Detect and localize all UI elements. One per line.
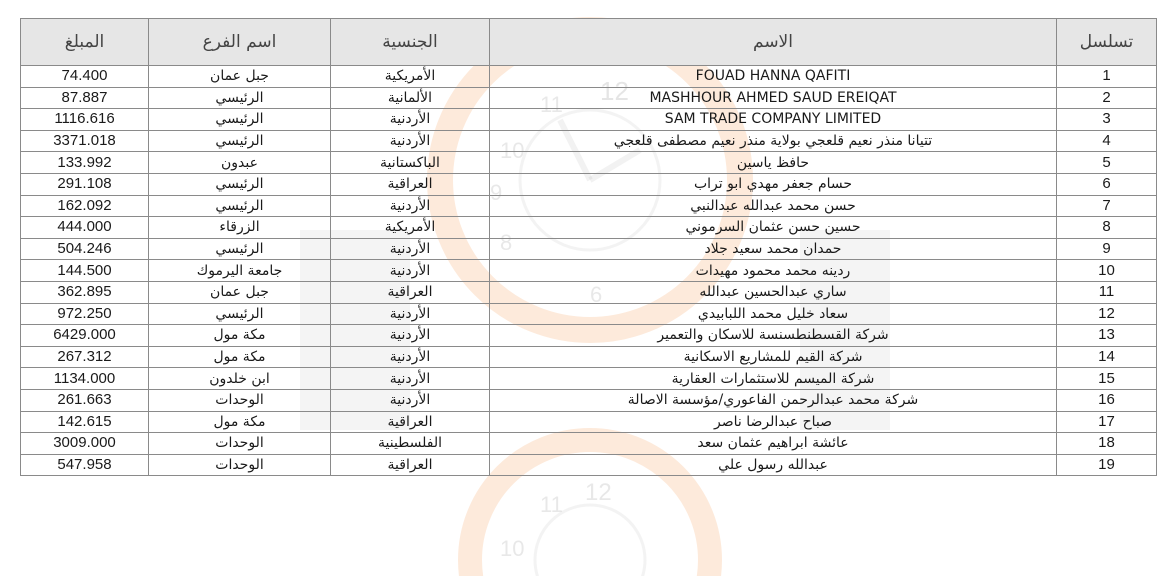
branch-cell: الرئيسي [149,173,331,195]
nationality-cell: الأردنية [331,346,490,368]
branch-cell: الوحدات [149,389,331,411]
amount-cell: 142.615 [21,411,149,433]
svg-text:11: 11 [540,92,563,117]
amount-cell: 972.250 [21,303,149,325]
name-cell: SAM TRADE COMPANY LIMITED [490,109,1057,131]
header-branch: اسم الفرع [149,19,331,66]
table-row [21,325,1157,347]
table-row [21,389,1157,411]
table-row [21,411,1157,433]
svg-text:12: 12 [600,76,629,106]
sequence-cell: 12 [1057,303,1157,325]
nationality-cell: العراقية [331,454,490,476]
svg-text:11: 11 [540,492,563,517]
amount-cell: 162.092 [21,195,149,217]
name-cell: شركة محمد عبدالرحمن الفاعوري/مؤسسة الاصالة [490,389,1057,411]
branch-cell: الزرقاء [149,217,331,239]
amount-cell: 87.887 [21,87,149,109]
name-cell: عائشة ابراهيم عثمان سعد [490,433,1057,455]
name-cell: شركة القسطنطسنسة للاسكان والتعمير [490,325,1057,347]
unclaimed-balances-table [20,18,1156,476]
nationality-cell: الألمانية [331,87,490,109]
amount-cell: 133.992 [21,152,149,174]
header-amount: المبلغ [21,19,149,66]
table-row [21,433,1157,455]
nationality-cell: الأمريكية [331,217,490,239]
nationality-cell: العراقية [331,281,490,303]
amount-cell: 504.246 [21,238,149,260]
table-header-row [21,19,1157,66]
header-sequence: تسلسل [1057,19,1157,66]
table-row [21,130,1157,152]
svg-text:10: 10 [500,536,525,561]
table-row [21,87,1157,109]
sequence-cell: 2 [1057,87,1157,109]
sequence-cell: 4 [1057,130,1157,152]
svg-text:12: 12 [585,479,612,506]
name-cell: حمدان محمد سعيد جلاد [490,238,1057,260]
nationality-cell: العراقية [331,411,490,433]
branch-cell: الوحدات [149,454,331,476]
table-row [21,195,1157,217]
sequence-cell: 16 [1057,389,1157,411]
name-cell: شركة القيم للمشاريع الاسكانية [490,346,1057,368]
nationality-cell: الأردنية [331,325,490,347]
branch-cell: ابن خلدون [149,368,331,390]
branch-cell: الرئيسي [149,238,331,260]
sequence-cell: 7 [1057,195,1157,217]
svg-text:6: 6 [590,282,603,307]
sequence-cell: 14 [1057,346,1157,368]
table-row [21,173,1157,195]
sequence-cell: 13 [1057,325,1157,347]
branch-cell: جامعة اليرموك [149,260,331,282]
name-cell: حسين حسن عثمان السرموني [490,217,1057,239]
amount-cell: 547.958 [21,454,149,476]
table-row [21,281,1157,303]
branch-cell: الرئيسي [149,303,331,325]
nationality-cell: الأردنية [331,260,490,282]
sequence-cell: 8 [1057,217,1157,239]
name-cell: عبدالله رسول علي [490,454,1057,476]
name-cell: حسام جعفر مهدي ابو تراب [490,173,1057,195]
header-name: الاسم [490,19,1057,66]
sequence-cell: 5 [1057,152,1157,174]
table-row [21,109,1157,131]
sequence-cell: 11 [1057,281,1157,303]
name-cell: شركة الميسم للاستثمارات العقارية [490,368,1057,390]
name-cell: FOUAD HANNA QAFITI [490,66,1057,88]
sequence-cell: 6 [1057,173,1157,195]
amount-cell: 74.400 [21,66,149,88]
branch-cell: مكة مول [149,346,331,368]
svg-text:9: 9 [490,180,503,205]
name-cell: حسن محمد عبدالله عبدالنبي [490,195,1057,217]
name-cell: سعاد خليل محمد اللبابيدي [490,303,1057,325]
name-cell: تتيانا منذر نعيم قلعجي بولاية منذر نعيم مصطفى قلعجي [490,130,1057,152]
nationality-cell: الأردنية [331,109,490,131]
amount-cell: 144.500 [21,260,149,282]
nationality-cell: الباكستانية [331,152,490,174]
table-row [21,303,1157,325]
branch-cell: جبل عمان [149,66,331,88]
branch-cell: جبل عمان [149,281,331,303]
sequence-cell: 15 [1057,368,1157,390]
branch-cell: مكة مول [149,325,331,347]
amount-cell: 6429.000 [21,325,149,347]
amount-cell: 362.895 [21,281,149,303]
branch-cell: الرئيسي [149,130,331,152]
table-row [21,66,1157,88]
branch-cell: مكة مول [149,411,331,433]
table-row [21,238,1157,260]
nationality-cell: الأردنية [331,130,490,152]
svg-text:8: 8 [500,230,513,255]
nationality-cell: الأردنية [331,303,490,325]
table-row [21,260,1157,282]
sequence-cell: 10 [1057,260,1157,282]
name-cell: MASHHOUR AHMED SAUD EREIQAT [490,87,1057,109]
amount-cell: 267.312 [21,346,149,368]
branch-cell: الرئيسي [149,87,331,109]
nationality-cell: الأردنية [331,368,490,390]
sequence-cell: 17 [1057,411,1157,433]
sequence-cell: 9 [1057,238,1157,260]
nationality-cell: الأردنية [331,389,490,411]
name-cell: ساري عبدالحسين عبدالله [490,281,1057,303]
name-cell: صباح عبدالرضا ناصر [490,411,1057,433]
nationality-cell: الفلسطينية [331,433,490,455]
sequence-cell: 18 [1057,433,1157,455]
amount-cell: 3009.000 [21,433,149,455]
table-row [21,368,1157,390]
amount-cell: 444.000 [21,217,149,239]
table-row [21,454,1157,476]
amount-cell: 291.108 [21,173,149,195]
svg-text:10: 10 [500,138,525,163]
branch-cell: الرئيسي [149,109,331,131]
nationality-cell: الأردنية [331,238,490,260]
sequence-cell: 19 [1057,454,1157,476]
branch-cell: الرئيسي [149,195,331,217]
header-nationality: الجنسية [331,19,490,66]
branch-cell: الوحدات [149,433,331,455]
amount-cell: 1116.616 [21,109,149,131]
name-cell: ردينه محمد محمود مهيدات [490,260,1057,282]
nationality-cell: العراقية [331,173,490,195]
sequence-cell: 3 [1057,109,1157,131]
table-row [21,346,1157,368]
branch-cell: عبدون [149,152,331,174]
sequence-cell: 1 [1057,66,1157,88]
amount-cell: 261.663 [21,389,149,411]
table-row [21,217,1157,239]
amount-cell: 1134.000 [21,368,149,390]
nationality-cell: الأمريكية [331,66,490,88]
name-cell: حافظ ياسين [490,152,1057,174]
amount-cell: 3371.018 [21,130,149,152]
nationality-cell: الأردنية [331,195,490,217]
table-row [21,152,1157,174]
